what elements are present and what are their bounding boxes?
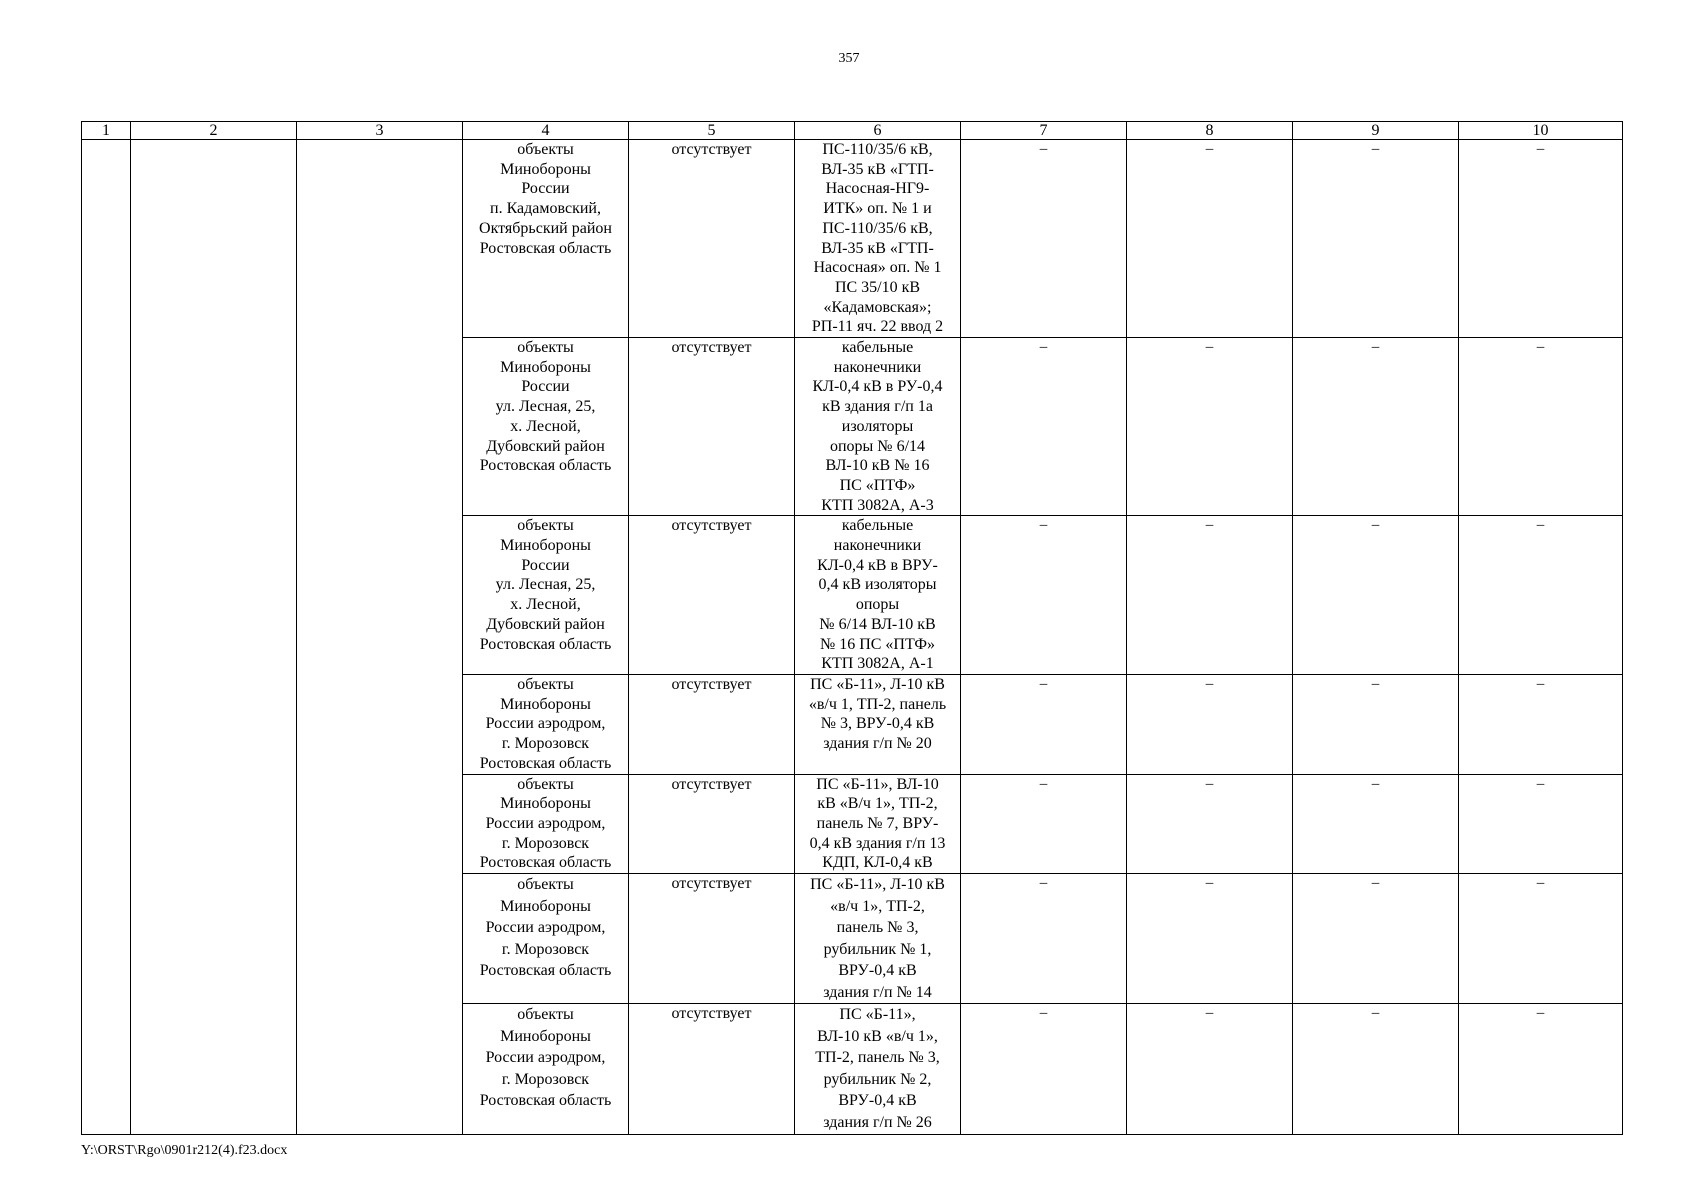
cell-col-7: –	[961, 1004, 1127, 1135]
cell-col-1	[82, 140, 131, 1135]
cell-col-10: –	[1459, 140, 1623, 338]
status-cell: отсутствует	[629, 516, 795, 675]
cell-col-9: –	[1293, 874, 1459, 1004]
status-cell: отсутствует	[629, 674, 795, 774]
page-number: 357	[838, 51, 860, 66]
status-cell: отсутствует	[629, 1004, 795, 1135]
cell-col-10: –	[1459, 874, 1623, 1004]
cell-col-8: –	[1127, 140, 1293, 338]
cell-col-9: –	[1293, 1004, 1459, 1135]
cell-col-8: –	[1127, 774, 1293, 874]
footer-file-path: Y:\ORST\Rgo\0901r212(4).f23.docx	[81, 1143, 288, 1158]
cell-col-10: –	[1459, 516, 1623, 675]
cell-col-7: –	[961, 674, 1127, 774]
status-cell: отсутствует	[629, 874, 795, 1004]
cell-col-7: –	[961, 338, 1127, 516]
cell-col-3	[297, 140, 463, 1135]
cell-col-9: –	[1293, 674, 1459, 774]
cell-col-8: –	[1127, 874, 1293, 1004]
object-cell: объекты Минобороны России аэродром, г. Морозовск Ростовская область	[463, 674, 629, 774]
cell-col-7: –	[961, 516, 1127, 675]
cell-col-10: –	[1459, 1004, 1623, 1135]
description-cell: ПС «Б-11», Л-10 кВ «в/ч 1», ТП-2, панель № 3, рубильник № 1, ВРУ-0,4 кВ здания г/п № 14	[795, 874, 961, 1004]
column-header: 3	[297, 122, 463, 140]
cell-col-9: –	[1293, 140, 1459, 338]
cell-col-7: –	[961, 140, 1127, 338]
description-cell: ПС «Б-11», ВЛ-10 кВ «в/ч 1», ТП-2, панель № 3, рубильник № 2, ВРУ-0,4 кВ здания г/п № 26	[795, 1004, 961, 1135]
cell-col-7: –	[961, 774, 1127, 874]
column-header: 8	[1127, 122, 1293, 140]
description-cell: ПС «Б-11», ВЛ-10 кВ «В/ч 1», ТП-2, панель № 7, ВРУ- 0,4 кВ здания г/п 13 КДП, КЛ-0,4 кВ	[795, 774, 961, 874]
column-header: 6	[795, 122, 961, 140]
table-header-row	[82, 122, 1623, 140]
cell-col-10: –	[1459, 338, 1623, 516]
column-header: 9	[1293, 122, 1459, 140]
status-cell: отсутствует	[629, 140, 795, 338]
column-header: 4	[463, 122, 629, 140]
cell-col-10: –	[1459, 774, 1623, 874]
cell-col-9: –	[1293, 516, 1459, 675]
cell-col-8: –	[1127, 338, 1293, 516]
table-row	[82, 140, 1623, 338]
cell-col-8: –	[1127, 516, 1293, 675]
description-cell: ПС «Б-11», Л-10 кВ «в/ч 1, ТП-2, панель № 3, ВРУ-0,4 кВ здания г/п № 20	[795, 674, 961, 774]
column-header: 1	[82, 122, 131, 140]
description-cell: кабельные наконечники КЛ-0,4 кВ в ВРУ- 0,4 кВ изоляторы опоры № 6/14 ВЛ-10 кВ № 16 ПС «ПТФ» КТП 3082А, А-1	[795, 516, 961, 675]
object-cell: объекты Минобороны России ул. Лесная, 25, х. Лесной, Дубовский район Ростовская область	[463, 338, 629, 516]
cell-col-10: –	[1459, 674, 1623, 774]
object-cell: объекты Минобороны России ул. Лесная, 25, х. Лесной, Дубовский район Ростовская область	[463, 516, 629, 675]
cell-col-2	[131, 140, 297, 1135]
cell-col-9: –	[1293, 774, 1459, 874]
column-header: 10	[1459, 122, 1623, 140]
object-cell: объекты Минобороны России аэродром, г. Морозовск Ростовская область	[463, 774, 629, 874]
cell-col-8: –	[1127, 1004, 1293, 1135]
column-header: 7	[961, 122, 1127, 140]
status-cell: отсутствует	[629, 338, 795, 516]
column-header: 5	[629, 122, 795, 140]
cell-col-8: –	[1127, 674, 1293, 774]
object-cell: объекты Минобороны России аэродром, г. Морозовск Ростовская область	[463, 1004, 629, 1135]
description-cell: ПС-110/35/6 кВ, ВЛ-35 кВ «ГТП- Насосная-НГ9- ИТК» оп. № 1 и ПС-110/35/6 кВ, ВЛ-35 кВ «ГТП- Насосная» оп. № 1 ПС 35/10 кВ «Кадамовская»; РП-11 яч. 22 ввод 2	[795, 140, 961, 338]
cell-col-9: –	[1293, 338, 1459, 516]
status-cell: отсутствует	[629, 774, 795, 874]
cell-col-7: –	[961, 874, 1127, 1004]
column-header: 2	[131, 122, 297, 140]
description-cell: кабельные наконечники КЛ-0,4 кВ в РУ-0,4 кВ здания г/п 1а изоляторы опоры № 6/14 ВЛ-10 кВ № 16 ПС «ПТФ» КТП 3082А, А-3	[795, 338, 961, 516]
object-cell: объекты Минобороны России п. Кадамовский, Октябрьский район Ростовская область	[463, 140, 629, 338]
object-cell: объекты Минобороны России аэродром, г. Морозовск Ростовская область	[463, 874, 629, 1004]
data-table	[81, 121, 1623, 1135]
